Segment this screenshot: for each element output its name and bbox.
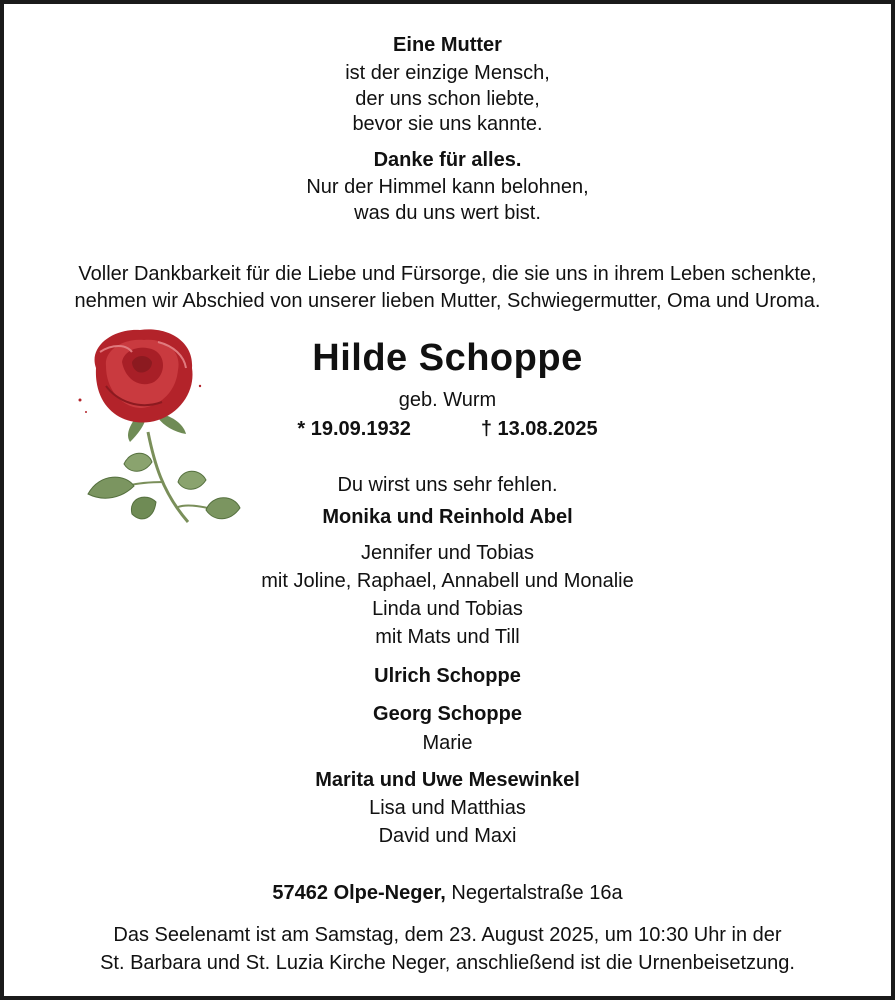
mourner-line: mit Joline, Raphael, Annabell und Monalie [261,570,634,592]
birth-name: geb. Wurm [398,389,497,411]
farewell-line: Du wirst uns sehr fehlen. [337,474,558,496]
address [4,879,891,907]
poem2-heading: Danke für alles. [373,149,522,171]
mourner-heading: Ulrich Schoppe [374,665,521,687]
intro-line: nehmen wir Abschied von unserer lieben Mutter, Schwiegermutter, Oma und Uroma. [74,290,821,312]
poem1-line: bevor sie uns kannte. [352,113,543,135]
mourner-line: mit Mats und Till [375,626,520,648]
deceased-name: Hilde Schoppe [312,337,583,379]
intro-line: Voller Dankbarkeit für die Liebe und Fürsorge, die sie uns in ihrem Leben schenkte, [78,263,817,285]
mourner-line: David und Maxi [378,825,517,847]
poem1-line: ist der einzige Mensch, [345,62,550,84]
mourner-heading: Georg Schoppe [373,703,522,725]
birth-date: * 19.09.1932 [297,418,411,440]
mourner-heading: Marita und Uwe Mesewinkel [315,769,580,791]
poem1-heading: Eine Mutter [393,34,502,56]
mourner-line: Jennifer und Tobias [360,542,535,564]
poem2-line: was du uns wert bist. [354,202,541,224]
poem1-line: der uns schon liebte, [355,88,540,110]
mourner-line: Marie [422,732,473,754]
service-line: St. Barbara und St. Luzia Kirche Neger, anschließend ist die Urnenbeisetzung. [100,952,795,974]
life-dates [4,415,891,443]
mourner-heading: Monika und Reinhold Abel [322,506,573,528]
address-city: 57462 Olpe-Neger, [272,882,446,904]
service-line: Das Seelenamt ist am Samstag, dem 23. August 2025, um 10:30 Uhr in der [113,924,782,946]
mourner-line: Linda und Tobias [372,598,523,620]
death-date: † 13.08.2025 [480,418,598,440]
address-street: Negertalstraße 16a [445,882,623,904]
poem2-line: Nur der Himmel kann belohnen, [306,176,589,198]
mourner-line: Lisa und Matthias [369,797,526,819]
